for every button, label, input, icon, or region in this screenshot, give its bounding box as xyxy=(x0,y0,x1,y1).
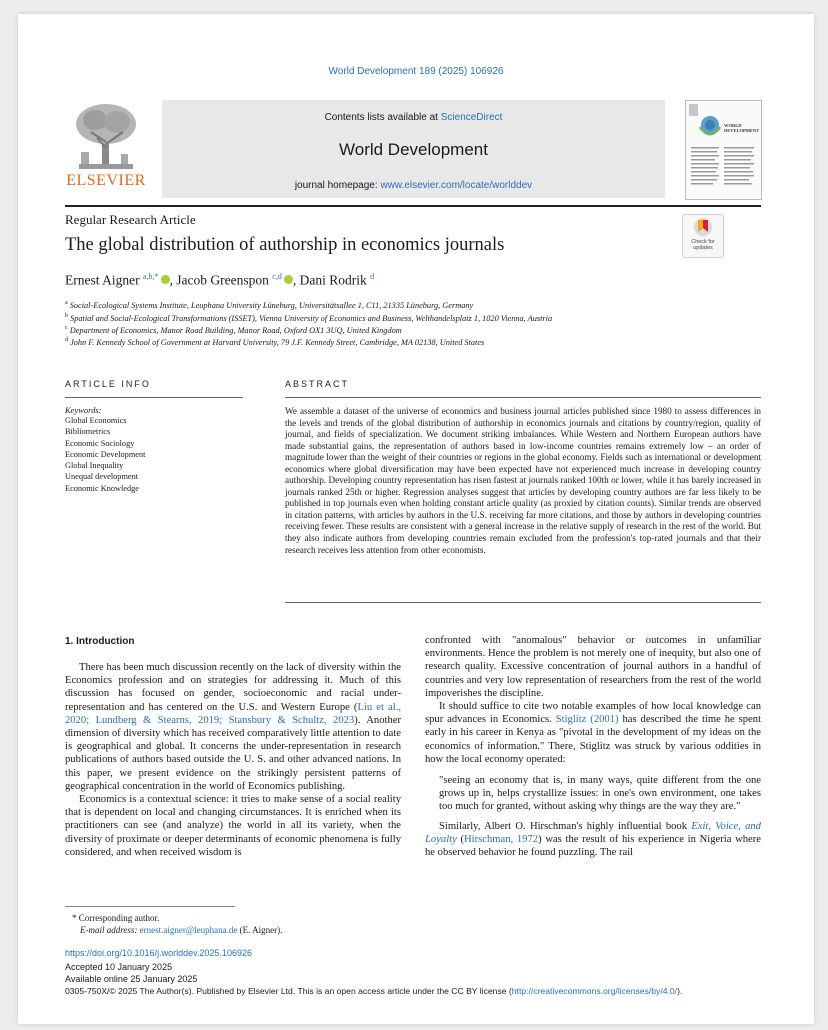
citation-link[interactable]: Liu et al., 2020; Lundberg & Stearns, 2019; Stansbury & Schultz, 2023 xyxy=(65,701,401,726)
article-title: The global distribution of authorship in economics journals xyxy=(65,235,505,255)
affiliation-marker: a xyxy=(65,300,68,306)
affiliation xyxy=(65,325,402,335)
intro-paragraph-3: confronted with "anomalous" behavior or outcomes in unfamiliar environments. Hence the problem is not merely one of inequity, but also one of research quality. Excessive concentration of journal authors in a handful of countries and very low representation of researchers from the rest of the world impoverishes the discipline. xyxy=(425,635,761,699)
author-name[interactable]: Jacob Greenspon xyxy=(176,272,269,288)
author-name[interactable]: Dani Rodrik xyxy=(299,272,367,288)
author-affiliation-marker[interactable]: d xyxy=(370,272,375,281)
block-quote: "seeing an economy that is, in many ways, quite different from the one grows up in, helps crystallize issues: in one's own environment, one takes too much for granted, without asking why things are the way they are." xyxy=(439,775,761,813)
publisher-name: ELSEVIER xyxy=(66,172,146,189)
email-link[interactable]: ernest.aigner@leuphana.de xyxy=(139,925,238,935)
corresponding-text: Corresponding author. xyxy=(78,913,160,923)
license-text-end: ). xyxy=(677,986,683,996)
affiliation-marker: b xyxy=(65,313,68,319)
citation-link[interactable]: Stiglitz (2001) xyxy=(555,714,619,726)
intro-text: There has been much discussion recently on the lack of diversity within the Economics profession and on strategies for addressing it. Much of this discussion has focused on gender, socioeconomic and racial under-representation and has centered on the U.S. and Western Europe ( xyxy=(65,662,401,713)
orcid-icon[interactable] xyxy=(161,275,170,284)
orcid-icon[interactable] xyxy=(284,275,293,284)
article-page xyxy=(18,14,814,1024)
article-info-heading: ARTICLE INFO xyxy=(65,379,151,389)
check-for-updates-label: Check for updates xyxy=(691,239,715,251)
crossmark-icon xyxy=(683,215,723,241)
affiliation-text: Department of Economics, Manor Road Building, Manor Road, Oxford OX1 3UQ, United Kingdom xyxy=(69,325,402,335)
check-for-updates-button[interactable] xyxy=(682,214,724,258)
abstract-bottom-rule xyxy=(285,602,761,603)
sciencedirect-link[interactable]: ScienceDirect xyxy=(440,112,503,123)
intro-text: ). Another dimension of diversity which has received comparatively little attention to date is geographical and global. It concerns the under-representation in research publications of authors based outside the U. S. and other advanced nations. In this paper, we present evidence on the strikingly persistent patterns of geographical concentration in the world of Economics publishing. xyxy=(65,714,401,792)
homepage-line xyxy=(162,180,665,191)
book-link[interactable]: Exit, Voice, and Loyalty xyxy=(425,820,761,845)
intro-right-column xyxy=(425,634,761,859)
affiliation xyxy=(65,313,552,323)
abstract-rule xyxy=(285,397,761,398)
email-label: E-mail address: xyxy=(80,925,140,935)
affiliation-text: Social-Ecological Systems Institute, Leuphana University Lüneburg, Universitätsallee 1, C11, 21335 Lüneburg, Germany xyxy=(69,300,474,310)
author-affiliation-marker[interactable]: c,d xyxy=(272,272,282,281)
affiliation-text: John F. Kennedy School of Government at Harvard University, 79 J.F. Kennedy Street, Cambridge, MA 02138, United States xyxy=(70,337,485,347)
cover-title: WORLD DEVELOPMENT xyxy=(724,123,760,133)
affiliation-text: Spatial and Social-Ecological Transformations (ISSET), Vienna University of Economics and Business, Welthandelsplatz 1, 1020 Vienna, Austria xyxy=(70,313,553,323)
corresponding-author-note: * Corresponding author. xyxy=(72,913,160,923)
affiliation xyxy=(65,300,473,310)
affiliation-marker: d xyxy=(65,337,68,343)
elsevier-logo[interactable] xyxy=(65,100,147,200)
keyword: Unequal development xyxy=(65,472,139,482)
journal-homepage-link[interactable]: www.elsevier.com/locate/worlddev xyxy=(380,180,533,191)
journal-header xyxy=(162,100,665,198)
keyword: Economic Knowledge xyxy=(65,483,139,493)
citation-link[interactable]: Hirschman, 1972 xyxy=(464,833,539,845)
author-name[interactable]: Ernest Aigner xyxy=(65,272,140,288)
online-date: Available online 25 January 2025 xyxy=(65,974,198,984)
email-suffix: (E. Aigner). xyxy=(237,925,283,935)
header-rule xyxy=(65,205,761,207)
license-link[interactable]: http://creativecommons.org/licenses/by/4.0/ xyxy=(511,986,678,996)
intro-text: ) was the result of his experience in Nigeria where he observed behavior he found puzzling. The rail xyxy=(425,833,761,859)
abstract-text: We assemble a dataset of the universe of economics and business journal articles published since 1980 to assess differences in the levels and trends of the global distribution of authorship in economics journals and citations by country/region, quality of journal, and fields of specialization. We document striking imbalances. While Western and Northern European authors have made substantial gains, the representation of authors based in low-income countries remains extremely low – an order of magnitude lower than the weight of their countries or regions in the global economy. Fields such as international or development economics where global diversification may have been expected have not experienced much increase in developing country authorship. Developing country representation has risen fastest at journals ranked 100th or lower, while it has barely increased in journals ranked 25th or higher. Regression analyses suggest that articles by developing country authors are far less likely to be published in top journals even when holding constant article quality (as proxied by citation counts). Similar trends are observed in citation patterns, with articles by authors in the U.S. receiving far more citations, and those by authors in developing countries receiving fewer. These results are consistent with a general increase in the relative supply of research in the rest of the world. But they also indicate authors from developing countries remain excluded from the profession's top-rated journals and that their research receives less attention from other economists. xyxy=(285,406,761,555)
affiliation xyxy=(65,337,484,347)
contents-line xyxy=(162,112,665,123)
email-note xyxy=(80,925,282,935)
cover-image-icon xyxy=(686,101,761,199)
intro-text: has described the time he spent early in his career in Kenya as "pivotal in the development of my ideas on the economics of information." There, Stiglitz was struck by various oddities in how the local economy operated: xyxy=(425,714,762,765)
journal-reference[interactable]: World Development 189 (2025) 106926 xyxy=(328,66,504,77)
homepage-prefix: journal homepage: xyxy=(294,180,381,191)
doi-link[interactable]: https://doi.org/10.1016/j.worlddev.2025.106926 xyxy=(65,948,252,958)
footnote-rule xyxy=(65,906,235,907)
keyword-list xyxy=(65,415,145,494)
author-affiliation-marker[interactable]: a,b,* xyxy=(142,272,159,281)
contents-prefix: Contents lists available at xyxy=(324,112,441,123)
keyword: Bibliometrics xyxy=(65,427,111,437)
affiliation-marker: c xyxy=(65,325,68,331)
keywords-label: Keywords: xyxy=(65,405,102,415)
keyword: Economic Sociology xyxy=(65,438,135,448)
journal-cover-thumbnail[interactable] xyxy=(685,100,762,200)
intro-paragraph-5 xyxy=(425,820,761,860)
journal-title: World Development xyxy=(339,140,488,159)
intro-text: ( xyxy=(456,833,465,845)
intro-paragraph-2: Economics is a contextual science: it tries to make sense of a social reality that is dependent on local and changing circumstances. It is enriched when its practitioners can see (and analyze) the world in all its variety, when the diversity of proximate or deeper determinants of economic phenomena is fully considered, and when received wisdom is xyxy=(65,794,401,858)
intro-text: Similarly, Albert O. Hirschman's highly influential book xyxy=(439,820,692,832)
keyword: Global Inequality xyxy=(65,461,124,471)
intro-text: It should suffice to cite two notable examples of how local knowledge can spur advances in Economics. xyxy=(425,701,761,726)
intro-left-column xyxy=(65,661,401,859)
article-type: Regular Research Article xyxy=(65,212,196,227)
keyword: Global Economics xyxy=(65,416,127,425)
abstract-heading: ABSTRACT xyxy=(285,379,350,389)
author-list: Ernest Aigner $^{a,b,*}$ , Jacob Greenspon $^{c,d}$ , Dani Rodrik $^d$ xyxy=(65,272,375,288)
introduction-heading: 1. Introduction xyxy=(65,636,135,647)
intro-paragraph-4 xyxy=(425,700,761,766)
intro-paragraph-1 xyxy=(65,661,401,793)
license-text: 0305-750X/© 2025 The Author(s). Published by Elsevier Ltd. This is an open access article under the CC BY license ( xyxy=(65,986,512,996)
keyword: Economic Development xyxy=(65,449,146,459)
elsevier-tree-icon xyxy=(73,102,139,172)
accepted-date: Accepted 10 January 2025 xyxy=(65,962,173,972)
article-info-rule xyxy=(65,397,243,398)
license-line xyxy=(65,986,682,996)
